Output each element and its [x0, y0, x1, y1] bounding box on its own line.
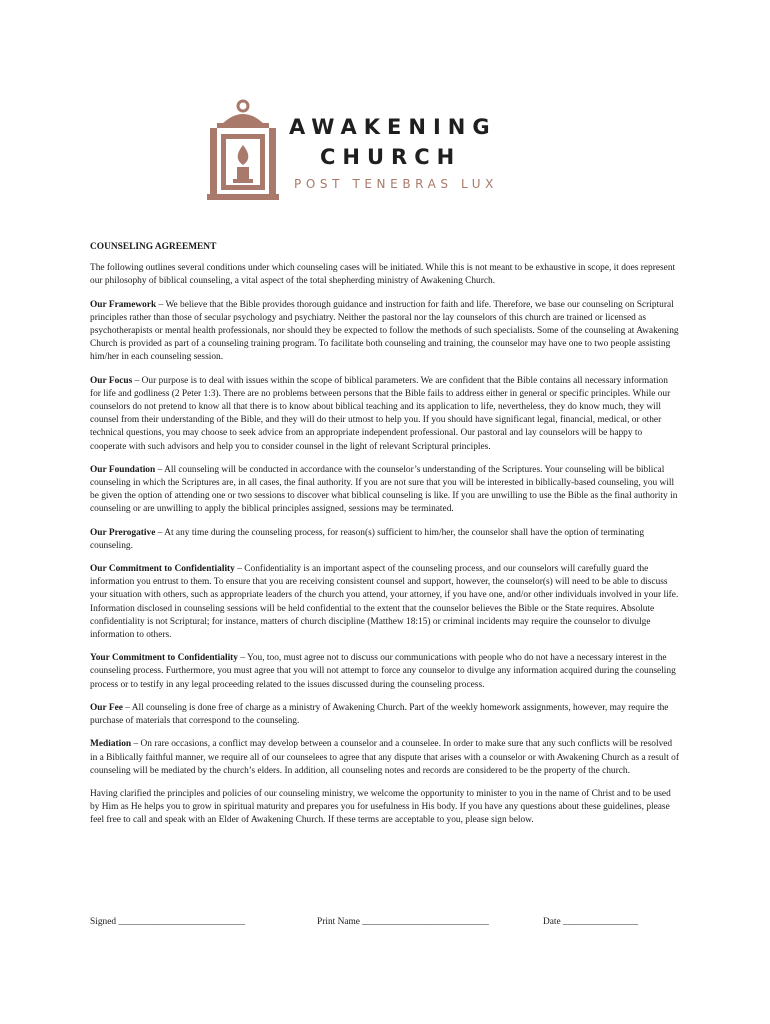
section-text: – At any time during the counseling process, for reason(s) sufficient to him/her, the counselor shall have the option of terminating counseling.	[90, 527, 645, 551]
logo-title-line2: CHURCH	[320, 145, 462, 169]
date-field[interactable]: Date ________________	[543, 917, 639, 927]
section-our-confidentiality	[90, 563, 680, 642]
section-focus	[90, 375, 680, 454]
section-heading: Our Focus	[90, 375, 133, 386]
intro-paragraph: The following outlines several conditions under which counseling cases will be initiated. While this is not meant to be exhaustive in scope, it does represent our philosophy of biblical counseling, a vital aspect of the total shepherding ministry of Awakening Church.	[90, 263, 676, 287]
logo-tagline: POST TENEBRAS LUX	[294, 177, 498, 191]
logo-title-line1: AWAKENING	[289, 115, 497, 139]
section-text: – All counseling will be conducted in accordance with the counselor’s understanding of the Scriptures. Your counseling will be biblical counseling in which the Scriptures are, in all cases, the final authority. If you are not sure that you will be interested in biblically-based counseling, you will be given the option of attending one or two sessions to discover what biblical counseling is like. If you are unwilling to use the Bible as the final authority in counseling or are unwilling to apply the biblical principles assigned, sessions may be terminated.	[90, 464, 678, 515]
section-text: – On rare occasions, a conflict may develop between a counselor and a counselee. In order to make sure that any such conflicts will be resolved in a Biblically faithful manner, we require all of our counselees to agree that any dispute that arises with a counselor or with Awakening Church as a result of counseling will be mediated by the church’s elders. In addition, all counseling notes and records are considered to be the property of the church.	[90, 739, 679, 776]
section-text: – Confidentiality is an important aspect of the counseling process, and our counselors will carefully guard the information you entrust to them. To ensure that you are receiving consistent counsel and support, however, the counselor(s) will need to be able to discuss your situation with others, such as appropriate leaders of the church you attend, your attorney, if you have one, and/or other individuals involved in your life. Information disclosed in counseling sessions will be held confidential to the extent that the counselor believes the Bible or the State requires. Absolute confidentiality is not Scriptural; for instance, matters of church discipline (Matthew 18:15) or criminal incidents may require the counselor to divulge information to others.	[90, 564, 679, 641]
print-name-field[interactable]: Print Name ___________________________	[317, 917, 489, 927]
section-foundation	[90, 464, 680, 517]
section-text: – We believe that the Bible provides thorough guidance and instruction for faith and life. Therefore, we base our counseling on Scriptural principles rather than those of secular psychology and psychiatry. Neither the pastoral nor the lay counselors of this church are trained or licensed as psychotherapists or mental health professionals, nor should they be expected to follow the methods of such specialists. Some of the counseling at Awakening Church is provided as part of a counseling training program. To facilitate both counseling and training, the counselor may have one to two people assisting him/her in each counseling session.	[90, 299, 679, 363]
section-heading: Your Commitment to Confidentiality	[90, 653, 238, 664]
document-title: COUNSELING AGREEMENT	[90, 242, 217, 252]
section-heading: Our Framework	[90, 299, 157, 310]
section-framework	[90, 299, 680, 365]
church-logo	[207, 99, 527, 203]
section-mediation	[90, 738, 680, 778]
section-text: – Our purpose is to deal with issues within the scope of biblical parameters. We are confident that the Bible contains all necessary information for life and godliness (2 Peter 1:3). There are no problems between persons that the Bible fails to address either in general or specific principles. While our counselors do not pretend to know all that there is to know about biblical teaching and its application to life, nevertheless, they do know much, they will counsel from their understanding of the Bible, and they will do their utmost to help you. If you should have significant legal, financial, medical, or other technical questions, you may choose to seek advice from an appropriate independent professional. Our pastoral and lay counselors will be happy to cooperate with such advisors and help you to consider counsel in the light of relevant Scriptural principles.	[90, 375, 671, 452]
lantern-icon	[207, 99, 279, 203]
section-heading: Our Prerogative	[90, 527, 156, 538]
section-heading: Our Foundation	[90, 464, 156, 475]
agreement-body	[90, 241, 680, 838]
section-heading: Mediation	[90, 739, 132, 750]
section-fee	[90, 702, 680, 728]
section-your-confidentiality	[90, 652, 680, 692]
closing-paragraph: Having clarified the principles and policies of our counseling ministry, we welcome the opportunity to minister to you in the name of Christ and to be used by Him as He helps you to grow in spiritual maturity and prepares you for usefulness in His body. If you have any questions about these guidelines, please feel free to call and speak with an Elder of Awakening Church. If these terms are acceptable to you, please sign below.	[90, 788, 671, 826]
section-heading: Our Fee	[90, 702, 123, 713]
section-heading: Our Commitment to Confidentiality	[90, 564, 235, 575]
signed-field[interactable]: Signed ___________________________	[90, 917, 245, 927]
section-text: – You, too, must agree not to discuss our communications with people who do not have a necessary interest in the counseling process. Furthermore, you must agree that you will not attempt to force any counselor to divulge any information acquired during the counseling process or to testify in any legal proceeding related to the issues discussed during the counseling process.	[90, 653, 676, 690]
section-text: – All counseling is done free of charge as a ministry of Awakening Church. Part of the weekly homework assignments, however, may require the purchase of materials that correspond to the counseling.	[90, 702, 669, 727]
section-prerogative	[90, 527, 680, 553]
